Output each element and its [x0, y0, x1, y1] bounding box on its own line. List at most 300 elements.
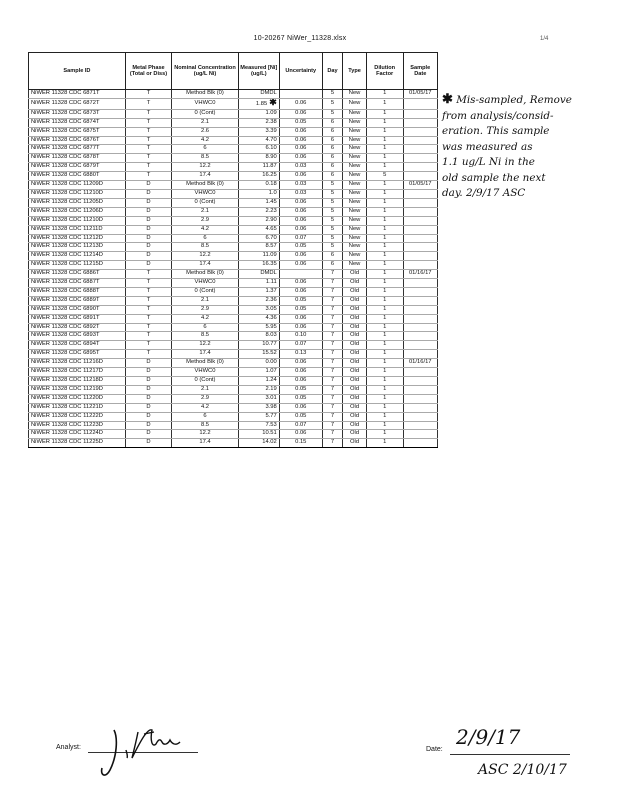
uncertainty-cell: 0.05	[279, 394, 322, 403]
table-row	[29, 90, 438, 99]
measured-cell: 11.09	[238, 252, 279, 261]
measured-cell: 8.03	[238, 332, 279, 341]
annotation-line: was measured as	[442, 140, 533, 153]
type-cell: New	[343, 109, 367, 118]
metal-phase-cell: T	[125, 127, 171, 136]
type-cell: Old	[343, 377, 367, 386]
dilution-cell: 1	[366, 145, 403, 154]
sample-date-cell: 01/16/17	[403, 270, 438, 279]
analyst-signature	[94, 708, 194, 783]
nominal-cell: 0 (Cont)	[172, 377, 239, 386]
measured-cell: 1.24	[238, 377, 279, 386]
metal-phase-cell: T	[125, 296, 171, 305]
measured-cell: 2.19	[238, 385, 279, 394]
uncertainty-cell: 0.06	[279, 403, 322, 412]
nominal-cell: 12.2	[172, 430, 239, 439]
table-row	[29, 136, 438, 145]
sample-date-cell	[403, 279, 438, 288]
nominal-cell: VHWC0	[172, 279, 239, 288]
day-cell: 5	[322, 189, 342, 198]
metal-phase-cell: T	[125, 118, 171, 127]
measured-cell: 1.0	[238, 189, 279, 198]
uncertainty-cell: 0.07	[279, 341, 322, 350]
metal-phase-cell: D	[125, 439, 171, 448]
nominal-cell: 2.9	[172, 394, 239, 403]
uncertainty-cell: 0.06	[279, 109, 322, 118]
dilution-cell: 1	[366, 341, 403, 350]
dilution-cell: 1	[366, 368, 403, 377]
sample-date-cell	[403, 207, 438, 216]
dilution-cell: 1	[366, 216, 403, 225]
sample-date-cell	[403, 172, 438, 181]
table-row	[29, 368, 438, 377]
sample-date-cell	[403, 109, 438, 118]
day-cell: 5	[322, 243, 342, 252]
sample-id-cell: NiWER 11328 CDC 6878T	[29, 154, 126, 163]
nominal-cell: 12.2	[172, 163, 239, 172]
nominal-cell: 17.4	[172, 439, 239, 448]
uncertainty-cell: 0.06	[279, 172, 322, 181]
sample-id-cell: NiWER 11328 CDC 11225D	[29, 439, 126, 448]
nominal-cell: 2.6	[172, 127, 239, 136]
date-label: Date:	[426, 746, 443, 753]
table-row	[29, 296, 438, 305]
nominal-cell: Method Blk (0)	[172, 270, 239, 279]
sample-id-cell: NiWER 11328 CDC 11206D	[29, 207, 126, 216]
metal-phase-cell: D	[125, 252, 171, 261]
uncertainty-cell: 0.06	[279, 368, 322, 377]
sample-date-cell	[403, 341, 438, 350]
day-cell: 6	[322, 172, 342, 181]
sample-id-cell: NiWER 11328 CDC 11222D	[29, 412, 126, 421]
sample-date-cell	[403, 154, 438, 163]
header-sample-date: Sample Date	[403, 53, 438, 90]
measured-cell: 2.90	[238, 216, 279, 225]
sample-date-cell	[403, 216, 438, 225]
uncertainty-cell: 0.06	[279, 198, 322, 207]
sample-date-cell	[403, 127, 438, 136]
sample-id-cell: NiWER 11328 CDC 6890T	[29, 305, 126, 314]
sample-id-cell: NiWER 11328 CDC 6871T	[29, 90, 126, 99]
day-cell: 6	[322, 163, 342, 172]
dilution-cell: 1	[366, 412, 403, 421]
annotation-line: from analysis/consid-	[442, 109, 554, 122]
metal-phase-cell: T	[125, 270, 171, 279]
measured-cell: 2.38	[238, 118, 279, 127]
table-row	[29, 181, 438, 190]
table-row	[29, 421, 438, 430]
dilution-cell: 1	[366, 207, 403, 216]
annotation-line: eration. This sample	[442, 125, 550, 137]
dilution-cell: 1	[366, 252, 403, 261]
measured-cell: 16.25	[238, 172, 279, 181]
sample-date-cell	[403, 145, 438, 154]
uncertainty-cell: 0.06	[279, 314, 322, 323]
dilution-cell: 1	[366, 403, 403, 412]
sample-id-cell: NiWER 11328 CDC 11220D	[29, 394, 126, 403]
day-cell: 7	[322, 403, 342, 412]
metal-phase-cell: T	[125, 350, 171, 359]
nominal-cell: 4.2	[172, 314, 239, 323]
sample-id-cell: NiWER 11328 CDC 6891T	[29, 314, 126, 323]
metal-phase-cell: T	[125, 163, 171, 172]
day-cell: 7	[322, 421, 342, 430]
uncertainty-cell: 0.06	[279, 98, 322, 109]
nominal-cell: 4.2	[172, 136, 239, 145]
sample-id-cell: NiWER 11328 CDC 11210D	[29, 189, 126, 198]
metal-phase-cell: T	[125, 154, 171, 163]
type-cell: Old	[343, 439, 367, 448]
table-row	[29, 332, 438, 341]
table-row	[29, 216, 438, 225]
uncertainty-cell: 0.03	[279, 163, 322, 172]
nominal-cell: 2.9	[172, 216, 239, 225]
dilution-cell: 1	[366, 430, 403, 439]
table-row	[29, 252, 438, 261]
annotation-line: old sample the next	[442, 171, 546, 184]
sample-date-cell: 01/05/17	[403, 181, 438, 190]
nominal-cell: Method Blk (0)	[172, 181, 239, 190]
table-row	[29, 172, 438, 181]
sample-id-cell: NiWER 11328 CDC 6892T	[29, 323, 126, 332]
type-cell: New	[343, 154, 367, 163]
sample-date-cell	[403, 252, 438, 261]
reviewer-initials: ASC 2/10/17	[478, 762, 567, 778]
dilution-cell: 1	[366, 189, 403, 198]
header-metal-phase: Metal Phase (Total or Diss)	[125, 53, 171, 90]
type-cell: Old	[343, 412, 367, 421]
type-cell: New	[343, 145, 367, 154]
nominal-cell: 8.5	[172, 332, 239, 341]
type-cell: New	[343, 136, 367, 145]
type-cell: Old	[343, 305, 367, 314]
sample-id-cell: NiWER 11328 CDC 11216D	[29, 359, 126, 368]
type-cell: New	[343, 118, 367, 127]
table-row	[29, 154, 438, 163]
handwritten-annotation	[442, 92, 617, 202]
sample-id-cell: NiWER 11328 CDC 11223D	[29, 421, 126, 430]
dilution-cell: 1	[366, 287, 403, 296]
measured-cell: DMDL	[238, 270, 279, 279]
type-cell: Old	[343, 296, 367, 305]
uncertainty-cell: 0.05	[279, 296, 322, 305]
measured-cell: 15.52	[238, 350, 279, 359]
table-row	[29, 225, 438, 234]
signed-date: 2/9/17	[456, 725, 521, 749]
sample-date-cell	[403, 403, 438, 412]
dilution-cell: 1	[366, 127, 403, 136]
table-row	[29, 305, 438, 314]
uncertainty-cell: 0.05	[279, 385, 322, 394]
asterisk-icon: ✱	[269, 98, 277, 107]
metal-phase-cell: T	[125, 109, 171, 118]
dilution-cell: 1	[366, 377, 403, 386]
type-cell: Old	[343, 368, 367, 377]
type-cell: Old	[343, 279, 367, 288]
dilution-cell: 1	[366, 243, 403, 252]
sample-date-cell: 01/05/17	[403, 90, 438, 99]
sample-date-cell	[403, 323, 438, 332]
measured-cell: 0.00	[238, 359, 279, 368]
day-cell: 5	[322, 109, 342, 118]
table-row	[29, 118, 438, 127]
metal-phase-cell: T	[125, 172, 171, 181]
file-name: 10-20267 NiWer_11328.xlsx	[253, 35, 347, 42]
metal-phase-cell: D	[125, 421, 171, 430]
uncertainty-cell	[279, 270, 322, 279]
table-row	[29, 279, 438, 288]
header-day: Day	[322, 53, 342, 90]
uncertainty-cell: 0.06	[279, 252, 322, 261]
metal-phase-cell: T	[125, 314, 171, 323]
measured-cell: 3.01	[238, 394, 279, 403]
type-cell: New	[343, 216, 367, 225]
nominal-cell: VHWC0	[172, 98, 239, 109]
day-cell: 5	[322, 90, 342, 99]
sample-date-cell	[403, 287, 438, 296]
dilution-cell: 1	[366, 385, 403, 394]
measured-cell: 5.95	[238, 323, 279, 332]
sample-date-cell	[403, 98, 438, 109]
metal-phase-cell: D	[125, 207, 171, 216]
annotation-line: Mis-sampled, Remove	[456, 94, 572, 106]
uncertainty-cell: 0.06	[279, 287, 322, 296]
metal-phase-cell: D	[125, 377, 171, 386]
metal-phase-cell: T	[125, 136, 171, 145]
measured-cell: 8.57	[238, 243, 279, 252]
measured-cell: 16.35	[238, 261, 279, 270]
nominal-cell: 4.2	[172, 403, 239, 412]
measured-cell: 3.39	[238, 127, 279, 136]
metal-phase-cell: D	[125, 385, 171, 394]
dilution-cell: 1	[366, 181, 403, 190]
measured-cell: 10.77	[238, 341, 279, 350]
day-cell: 7	[322, 314, 342, 323]
type-cell: Old	[343, 287, 367, 296]
metal-phase-cell: D	[125, 234, 171, 243]
day-cell: 7	[322, 430, 342, 439]
sample-date-cell	[403, 198, 438, 207]
nominal-cell: VHWC0	[172, 368, 239, 377]
dilution-cell: 1	[366, 323, 403, 332]
sample-id-cell: NiWER 11328 CDC 6880T	[29, 172, 126, 181]
type-cell: Old	[343, 350, 367, 359]
table-row	[29, 314, 438, 323]
measured-cell: 3.05	[238, 305, 279, 314]
measured-cell: 1.37	[238, 287, 279, 296]
uncertainty-cell: 0.06	[279, 225, 322, 234]
uncertainty-cell: 0.15	[279, 439, 322, 448]
sample-id-cell: NiWER 11328 CDC 11205D	[29, 198, 126, 207]
measured-cell: 0.18	[238, 181, 279, 190]
measured-cell: 5.77	[238, 412, 279, 421]
date-line	[450, 754, 570, 755]
sample-id-cell: NiWER 11328 CDC 6873T	[29, 109, 126, 118]
uncertainty-cell: 0.06	[279, 145, 322, 154]
nominal-cell: 6	[172, 234, 239, 243]
measured-cell: 4.65	[238, 225, 279, 234]
day-cell: 5	[322, 234, 342, 243]
day-cell: 6	[322, 252, 342, 261]
measured-cell: 1.11	[238, 279, 279, 288]
uncertainty-cell: 0.07	[279, 421, 322, 430]
metal-phase-cell: D	[125, 359, 171, 368]
sample-id-cell: NiWER 11328 CDC 6889T	[29, 296, 126, 305]
measured-cell: 6.10	[238, 145, 279, 154]
table-row	[29, 403, 438, 412]
type-cell: New	[343, 225, 367, 234]
table-row	[29, 412, 438, 421]
sample-date-cell	[403, 368, 438, 377]
table-row	[29, 98, 438, 109]
uncertainty-cell	[279, 90, 322, 99]
day-cell: 7	[322, 412, 342, 421]
type-cell: Old	[343, 323, 367, 332]
day-cell: 7	[322, 377, 342, 386]
nominal-cell: 6	[172, 145, 239, 154]
type-cell: Old	[343, 359, 367, 368]
measured-cell: 8.90	[238, 154, 279, 163]
nominal-cell: 0 (Cont)	[172, 287, 239, 296]
sample-id-cell: NiWER 11328 CDC 11219D	[29, 385, 126, 394]
metal-phase-cell: T	[125, 305, 171, 314]
table-row	[29, 234, 438, 243]
metal-phase-cell: D	[125, 198, 171, 207]
header-uncertainty: Uncertainty	[279, 53, 322, 90]
sample-date-cell	[403, 296, 438, 305]
table-row	[29, 359, 438, 368]
page-mark: 1/4	[540, 36, 549, 42]
table-row	[29, 287, 438, 296]
nominal-cell: 4.2	[172, 225, 239, 234]
day-cell: 6	[322, 145, 342, 154]
uncertainty-cell: 0.06	[279, 323, 322, 332]
day-cell: 6	[322, 118, 342, 127]
sample-id-cell: NiWER 11328 CDC 11221D	[29, 403, 126, 412]
uncertainty-cell: 0.05	[279, 305, 322, 314]
uncertainty-cell: 0.06	[279, 359, 322, 368]
uncertainty-cell: 0.06	[279, 279, 322, 288]
dilution-cell: 1	[366, 163, 403, 172]
day-cell: 7	[322, 341, 342, 350]
table-header-row	[29, 53, 438, 90]
nominal-cell: 8.5	[172, 421, 239, 430]
sample-id-cell: NiWER 11328 CDC 6887T	[29, 279, 126, 288]
measured-cell: 2.23	[238, 207, 279, 216]
type-cell: New	[343, 234, 367, 243]
dilution-cell: 1	[366, 359, 403, 368]
nominal-cell: 0 (Cont)	[172, 109, 239, 118]
type-cell: New	[343, 163, 367, 172]
metal-phase-cell: D	[125, 368, 171, 377]
dilution-cell: 1	[366, 118, 403, 127]
table-row	[29, 145, 438, 154]
dilution-cell: 1	[366, 225, 403, 234]
annotation-line: 1.1 ug/L Ni in the	[442, 156, 535, 168]
uncertainty-cell: 0.06	[279, 154, 322, 163]
uncertainty-cell: 0.06	[279, 207, 322, 216]
dilution-cell: 1	[366, 270, 403, 279]
sample-id-cell: NiWER 11328 CDC 11224D	[29, 430, 126, 439]
uncertainty-cell: 0.10	[279, 332, 322, 341]
sample-date-cell	[403, 225, 438, 234]
sample-id-cell: NiWER 11328 CDC 11215D	[29, 261, 126, 270]
results-table	[28, 52, 438, 448]
sample-id-cell: NiWER 11328 CDC 11213D	[29, 243, 126, 252]
nominal-cell: 2.1	[172, 385, 239, 394]
results-table-body	[29, 90, 438, 448]
sample-date-cell	[403, 421, 438, 430]
sample-date-cell	[403, 412, 438, 421]
metal-phase-cell: D	[125, 243, 171, 252]
table-row	[29, 439, 438, 448]
metal-phase-cell: T	[125, 279, 171, 288]
metal-phase-cell: D	[125, 403, 171, 412]
sample-date-cell	[403, 430, 438, 439]
dilution-cell: 1	[366, 279, 403, 288]
nominal-cell: 8.5	[172, 243, 239, 252]
day-cell: 7	[322, 287, 342, 296]
dilution-cell: 1	[366, 154, 403, 163]
dilution-cell: 1	[366, 234, 403, 243]
type-cell: Old	[343, 385, 367, 394]
sample-id-cell: NiWER 11328 CDC 11218D	[29, 377, 126, 386]
dilution-cell: 1	[366, 350, 403, 359]
measured-cell: 1.85 ✱	[238, 98, 279, 109]
sample-date-cell	[403, 305, 438, 314]
day-cell: 7	[322, 296, 342, 305]
type-cell: Old	[343, 421, 367, 430]
nominal-cell: Method Blk (0)	[172, 359, 239, 368]
sample-date-cell	[403, 385, 438, 394]
sample-id-cell: NiWER 11328 CDC 6893T	[29, 332, 126, 341]
day-cell: 5	[322, 181, 342, 190]
type-cell: Old	[343, 430, 367, 439]
table-row	[29, 270, 438, 279]
metal-phase-cell: D	[125, 225, 171, 234]
nominal-cell: 2.1	[172, 118, 239, 127]
measured-cell: 4.70	[238, 136, 279, 145]
dilution-cell: 5	[366, 172, 403, 181]
day-cell: 7	[322, 323, 342, 332]
type-cell: New	[343, 127, 367, 136]
metal-phase-cell: T	[125, 145, 171, 154]
uncertainty-cell: 0.05	[279, 118, 322, 127]
uncertainty-cell: 0.06	[279, 127, 322, 136]
day-cell: 7	[322, 332, 342, 341]
sample-date-cell	[403, 332, 438, 341]
table-row	[29, 377, 438, 386]
uncertainty-cell: 0.05	[279, 412, 322, 421]
dilution-cell: 1	[366, 332, 403, 341]
sample-id-cell: NiWER 11328 CDC 11212D	[29, 234, 126, 243]
nominal-cell: 12.2	[172, 341, 239, 350]
header-dilution-factor: Dilution Factor	[366, 53, 403, 90]
nominal-cell: 0 (Cont)	[172, 198, 239, 207]
nominal-cell: 17.4	[172, 172, 239, 181]
uncertainty-cell: 0.07	[279, 234, 322, 243]
sample-date-cell	[403, 394, 438, 403]
sample-date-cell	[403, 234, 438, 243]
sample-id-cell: NiWER 11328 CDC 6874T	[29, 118, 126, 127]
measured-cell: DMDL	[238, 90, 279, 99]
dilution-cell: 1	[366, 136, 403, 145]
sample-id-cell: NiWER 11328 CDC 6877T	[29, 145, 126, 154]
table-row	[29, 207, 438, 216]
sample-date-cell	[403, 261, 438, 270]
day-cell: 5	[322, 207, 342, 216]
sample-date-cell: 01/16/17	[403, 359, 438, 368]
